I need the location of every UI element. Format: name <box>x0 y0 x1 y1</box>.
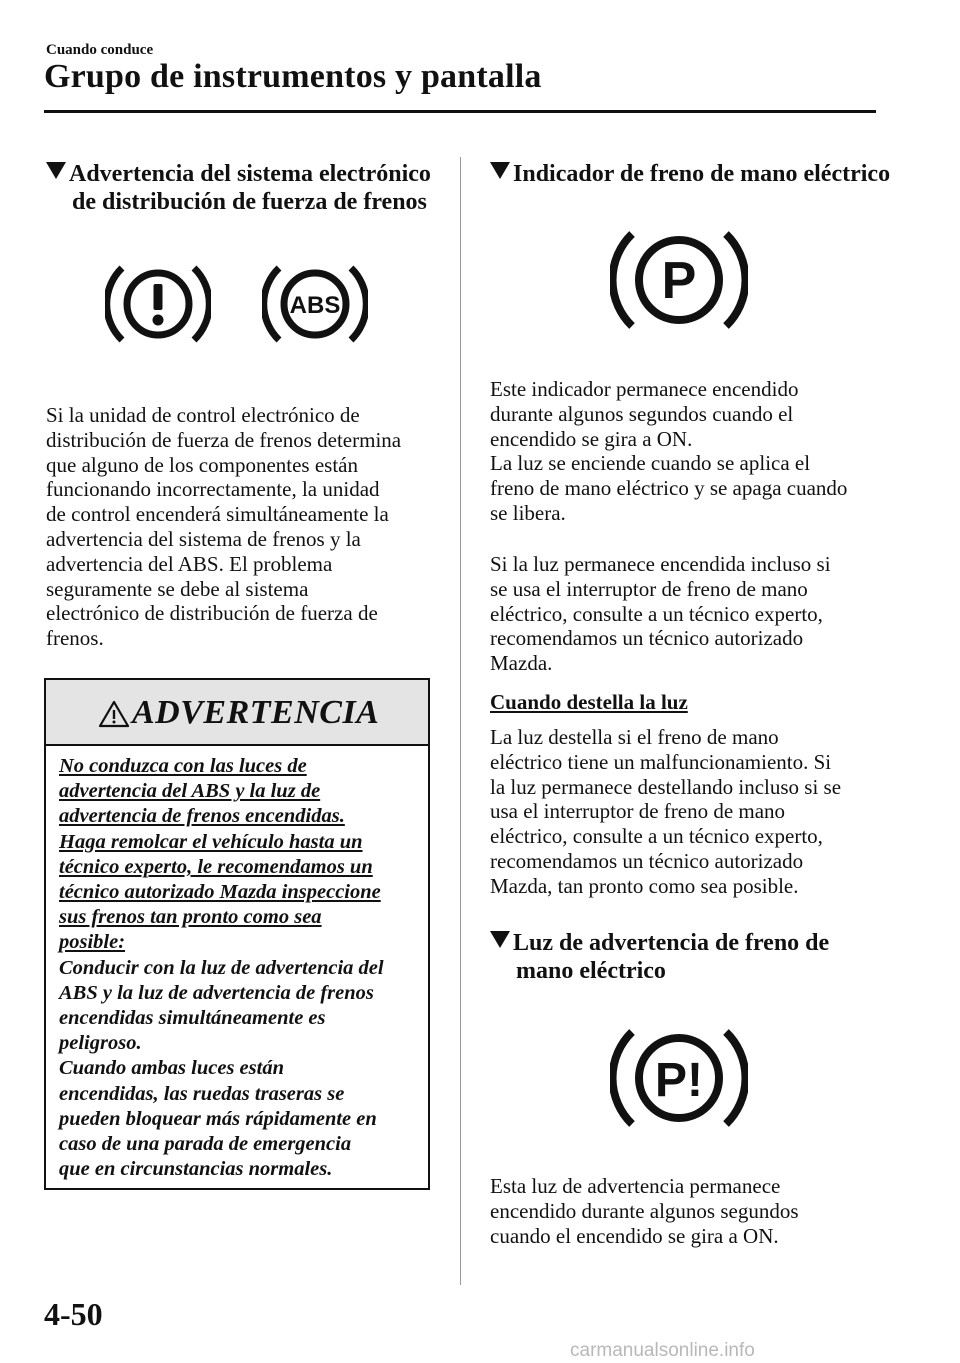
brake-warning-icon <box>105 262 211 346</box>
abs-icon-text: ABS <box>289 292 341 319</box>
brake-distribution-paragraph: Si la unidad de control electrónico de distribución de fuerza de frenos determina que alguno de los componentes están funcionando incorrectamente, la unidad de control encenderá simultáneamente la advertencia del sistema de frenos y la advertencia del ABS. El problema seguramente se debe al sistema electrónico de distribución de fuerza de frenos. <box>46 403 402 651</box>
flashing-light-paragraph: La luz destella si el freno de mano eléctrico tiene un malfuncionamiento. Si la luz permanece destellando incluso si se usa el interruptor de freno de mano eléctrico, consulte a un técnico experto, recomendamos un técnico autorizado Mazda, tan pronto como sea posible. <box>490 725 842 898</box>
section-heading-brake-distribution: Advertencia del sistema electrónico de distribución de fuerza de frenos <box>46 160 446 216</box>
title-rule <box>44 110 876 113</box>
warning-triangle-icon <box>98 700 130 728</box>
column-divider <box>460 157 461 1285</box>
section-heading-parking-indicator: Indicador de freno de mano eléctrico <box>490 160 910 188</box>
section-heading-parking-warning: Luz de advertencia de freno de mano eléctrico <box>490 929 910 985</box>
triangle-bullet-icon <box>46 162 66 179</box>
parking-indicator-paragraph-2: Si la luz permanece encendida incluso si se usa el interruptor de freno de mano eléctrico, consulte a un técnico experto, recomendamos un técnico autorizado Mazda. <box>490 552 831 676</box>
abs-warning-icon <box>262 262 368 346</box>
triangle-bullet-icon <box>490 162 510 179</box>
parking-warning-icon-text: P! <box>655 1054 703 1107</box>
watermark: carmanualsonline.info <box>570 1340 755 1361</box>
parking-warning-paragraph: Esta luz de advertencia permanece encendido durante algunos segundos cuando el encendido se gira a ON. <box>490 1174 799 1248</box>
page-number: 4-50 <box>44 1296 103 1332</box>
parking-indicator-paragraph-1: Este indicador permanece encendido durante algunos segundos cuando el encendido se gira a ON. La luz se enciende cuando se aplica el freno de mano eléctrico y se apaga cuando se libera. <box>490 377 848 525</box>
section-label: Cuando conduce <box>46 42 154 58</box>
parking-brake-indicator-icon <box>610 228 748 332</box>
parking-brake-warning-icon <box>610 1026 748 1130</box>
warning-box <box>44 678 430 1190</box>
parking-icon-text: P <box>661 252 697 310</box>
warning-header <box>46 680 428 746</box>
warning-body: No conduzca con las luces de advertencia del ABS y la luz de advertencia de frenos encendidas. Haga remolcar el vehículo hasta un técnico experto, le recomendamos un técnico autorizado Mazda inspeccione sus frenos tan pronto como sea posible: Conducir con la luz de advertencia del ABS y la luz de advertencia de frenos encendidas simultáneamente es peligroso. Cuando ambas luces están encendidas, las ruedas traseras se pueden bloquear más rápidamente en caso de una parada de emergencia que en circunstancias normales. <box>59 755 384 1181</box>
warning-title: ADVERTENCIA <box>132 694 380 731</box>
triangle-bullet-icon <box>490 931 510 948</box>
page-title: Grupo de instrumentos y pantalla <box>44 58 542 95</box>
flashing-light-subheading: Cuando destella la luz <box>490 690 688 714</box>
